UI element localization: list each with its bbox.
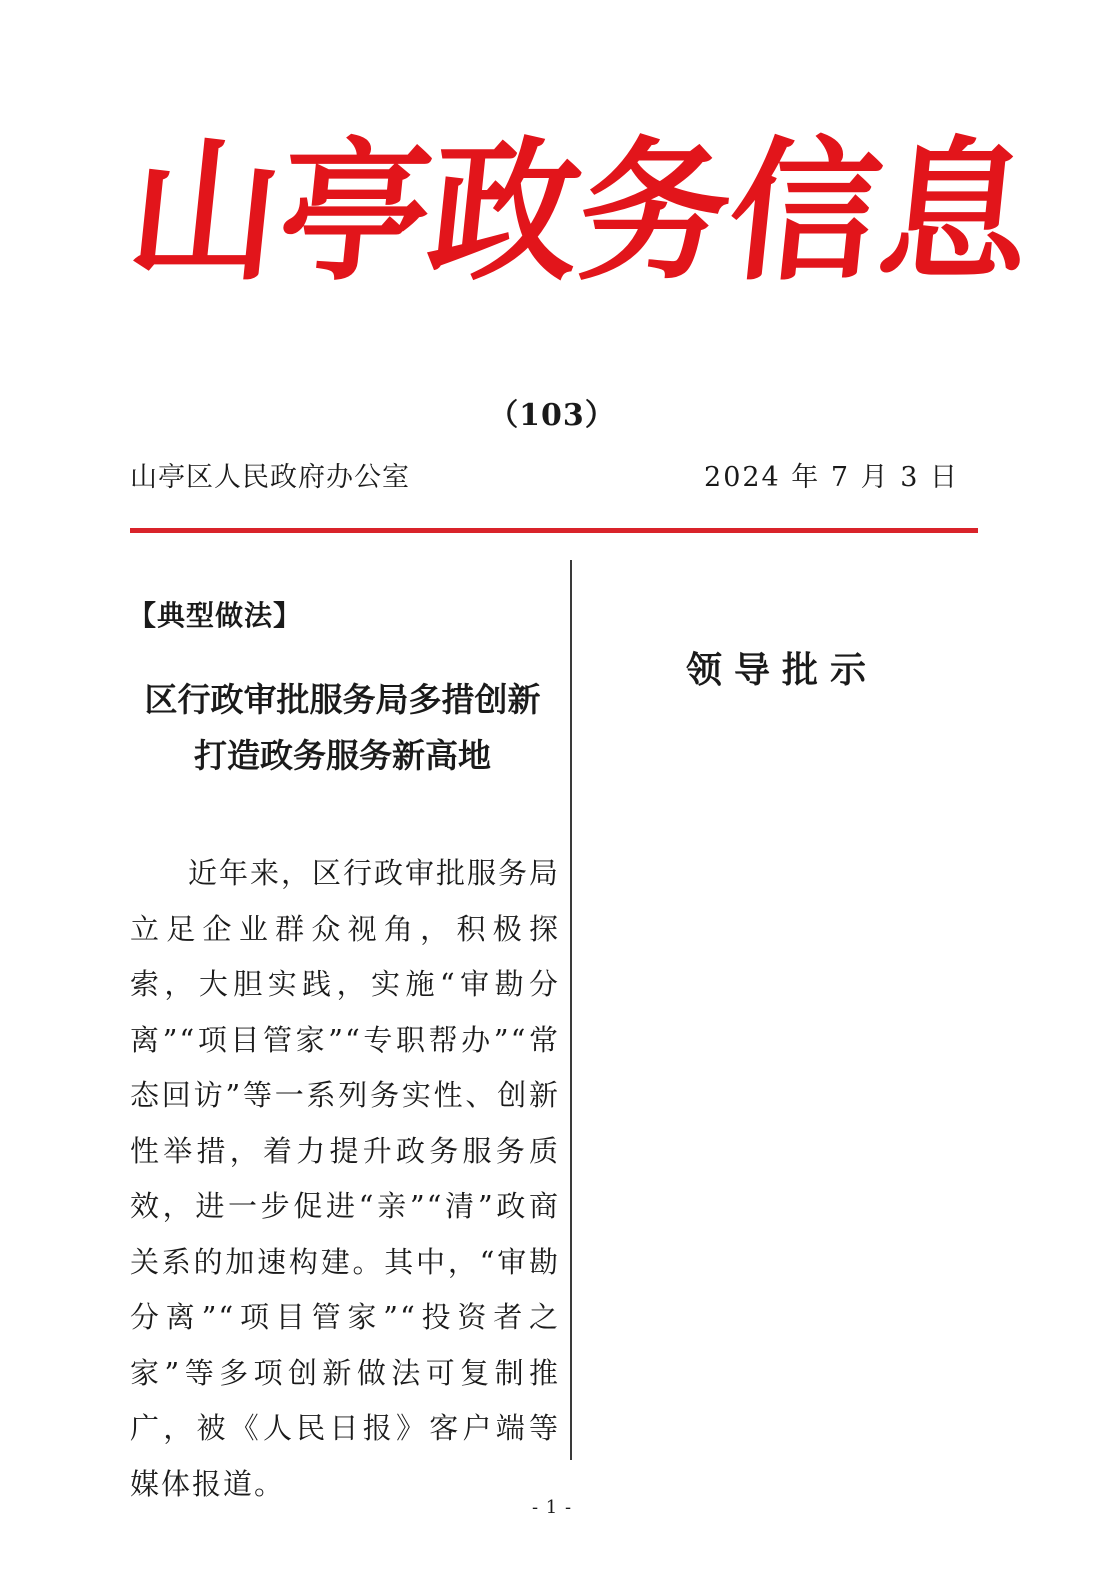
column-divider xyxy=(570,560,572,1460)
issuer-name: 山亭区人民政府办公室 xyxy=(130,462,410,493)
masthead-char: 亭 xyxy=(270,123,440,302)
article-body: 近年来，区行政审批服务局立足企业群众视角，积极探索，大胆实践，实施“审勘分离”“项目管家”“专职帮办”“常态回访”等一系列务实性、创新性举措，着力提升政务服务质效，进一步促进“亲”“清”政商关系的加速构建。其中，“审勘分离”“项目管家”“投资者之家”等多项创新做法可复制推广，被《人民日报》客户端等媒体报道。 xyxy=(130,856,561,1501)
masthead-char: 信 xyxy=(720,123,890,302)
masthead-char: 息 xyxy=(870,123,1040,302)
page-number: - 1 - xyxy=(531,1497,573,1518)
article-title xyxy=(130,672,555,784)
masthead-char: 政 xyxy=(420,123,590,302)
issue-number: （103） xyxy=(488,398,616,433)
section-tag: 【典型做法】 xyxy=(128,599,303,632)
article-title-line: 打造政务服务新高地 xyxy=(194,736,491,775)
masthead-char: 山 xyxy=(120,123,290,302)
issue-date: 2024 年 7 月 3 日 xyxy=(704,462,959,493)
masthead-title xyxy=(120,123,1040,302)
header-divider-rule xyxy=(130,528,978,533)
leader-comments-heading: 领导批示 xyxy=(685,649,878,691)
article-title-line: 区行政审批服务局多措创新 xyxy=(144,680,541,719)
masthead-char: 务 xyxy=(570,123,740,302)
